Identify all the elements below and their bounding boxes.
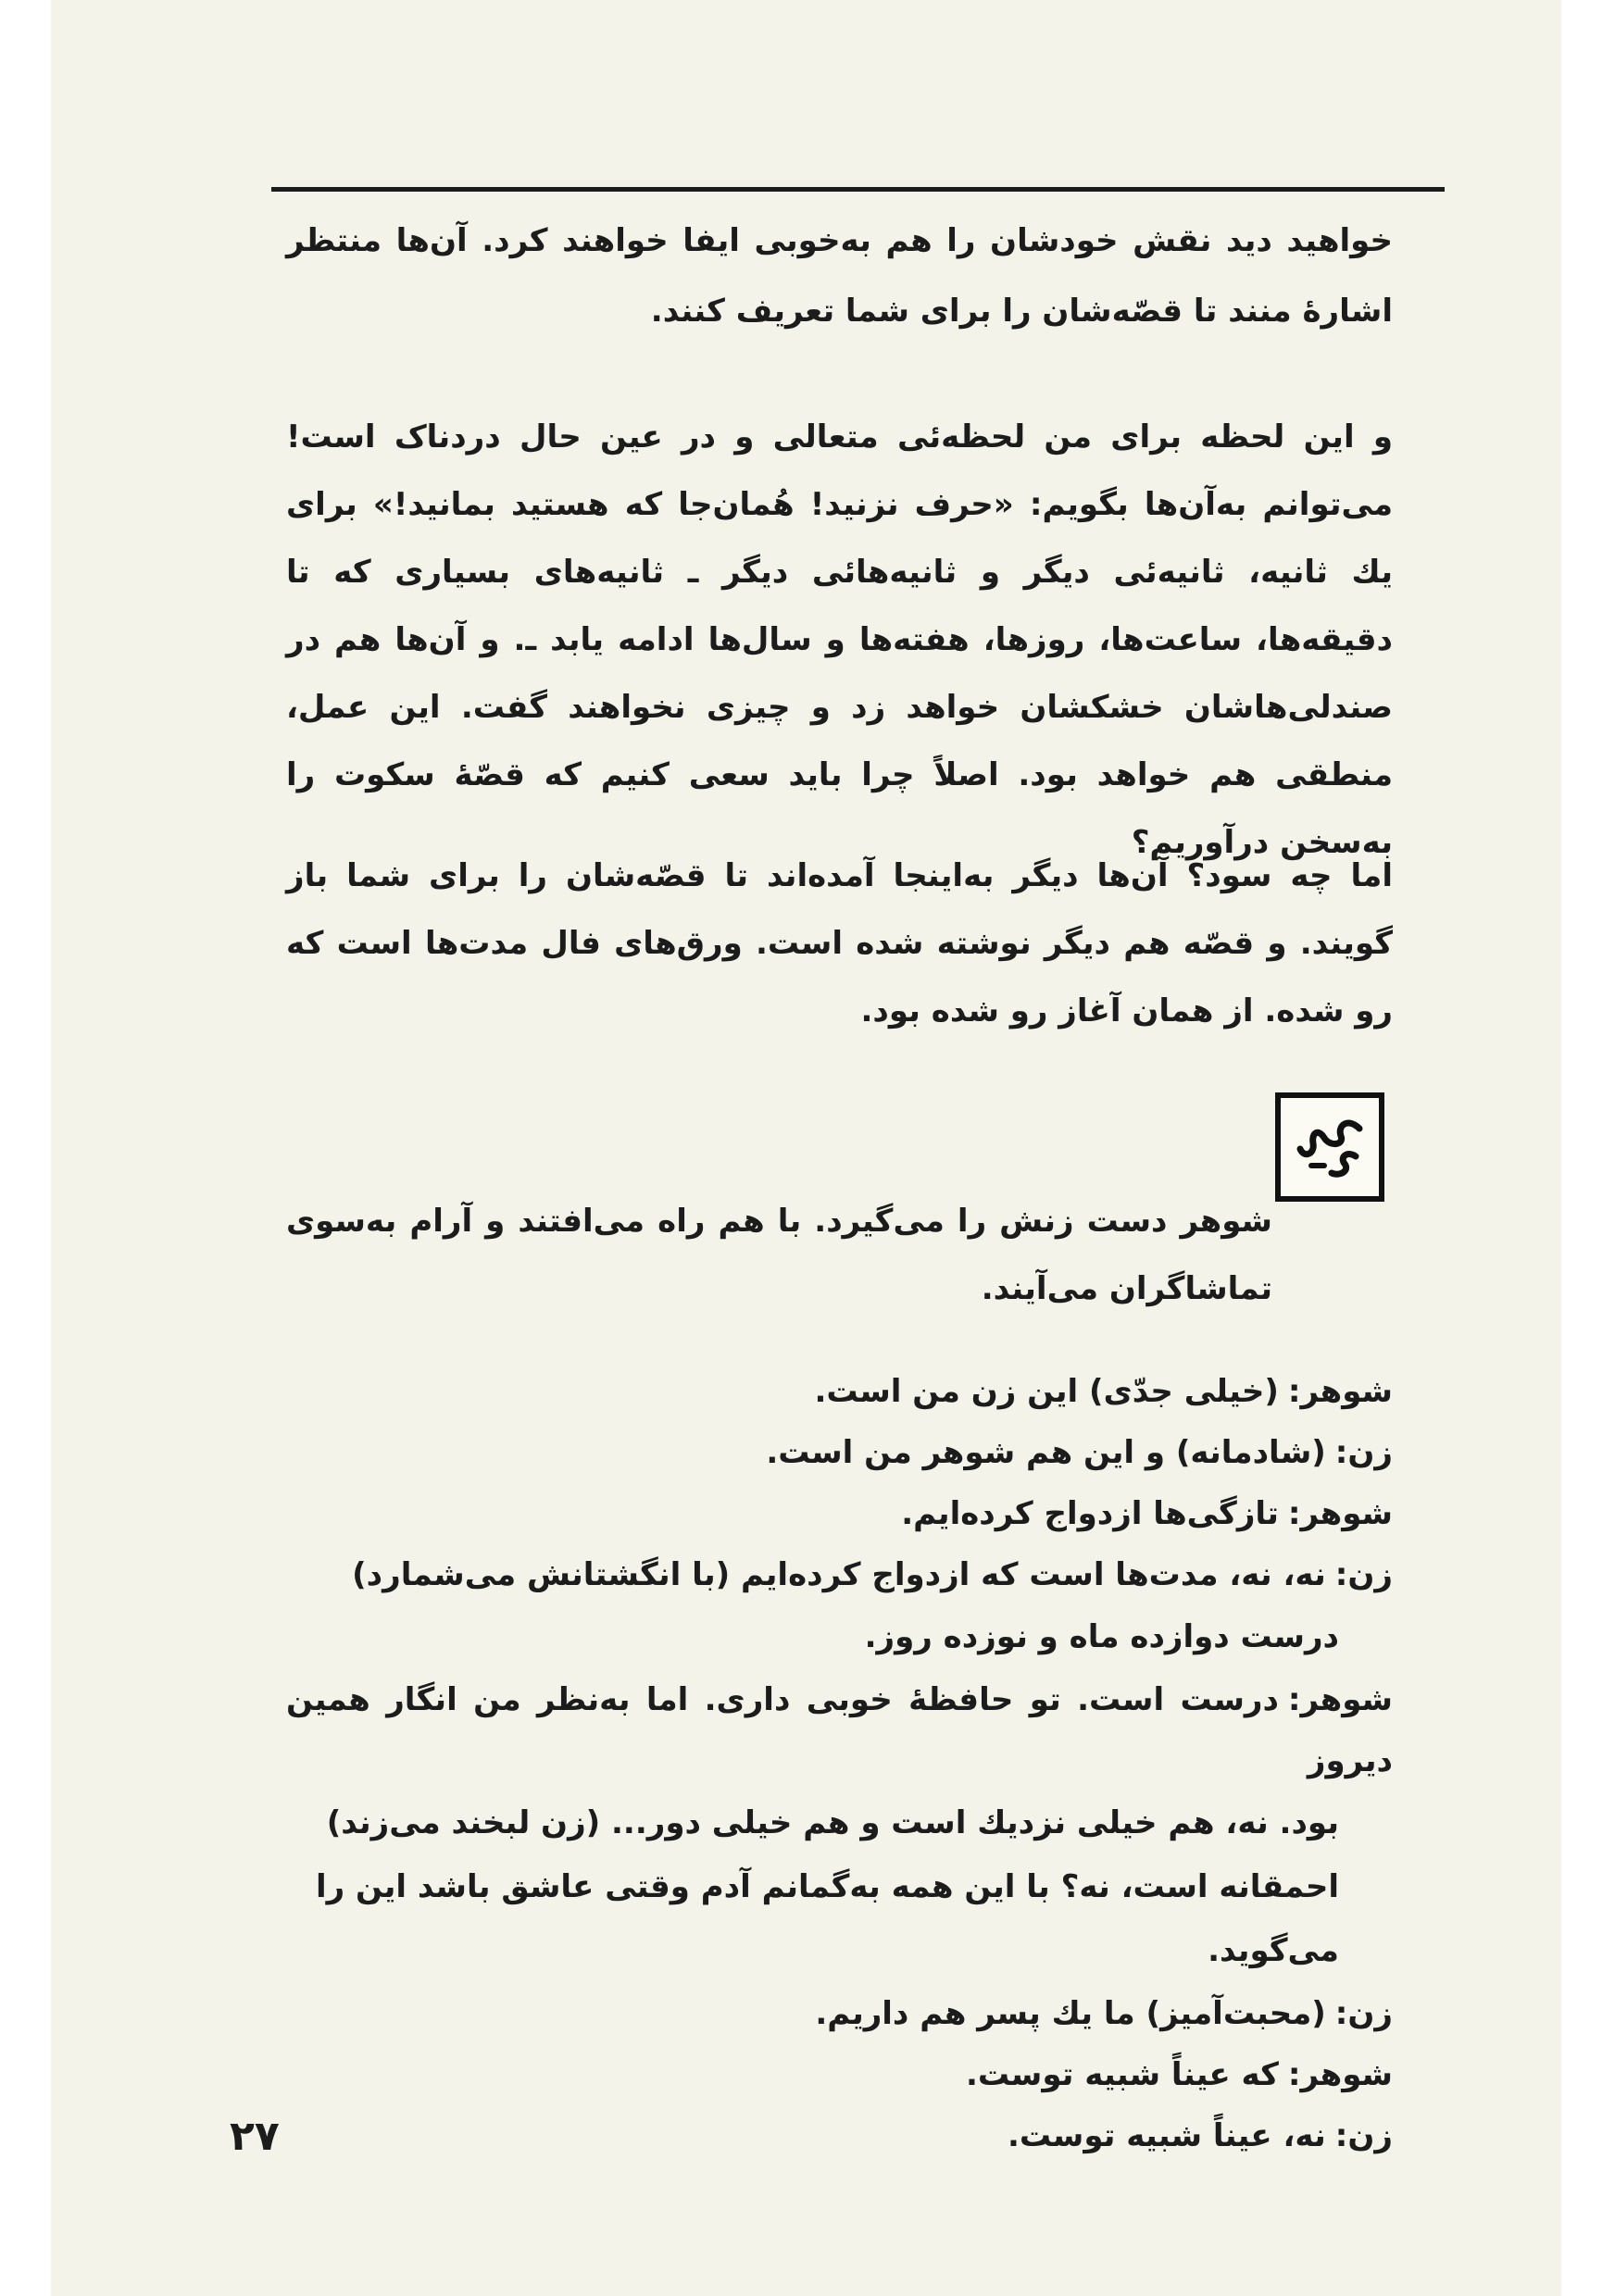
- dialogue-line: [286, 1422, 1393, 1483]
- line-text: که عیناً شبیه توست.: [966, 2056, 1279, 2093]
- line-text: تازگی‌ها ازدواج کرده‌ایم.: [901, 1495, 1279, 1532]
- speaker: زن:: [1334, 1995, 1393, 2032]
- header-rule: [271, 187, 1445, 192]
- dialogue-line: [286, 1483, 1393, 1544]
- speaker: زن:: [1334, 1556, 1393, 1593]
- paragraph-2: و این لحظه برای من لحظه‌ئی متعالی و در عین حال دردناک است! می‌توانم به‌آن‌ها بگویم: «حرف نزنید! هُمان‌جا که هستید بمانید!» برای یك ثانیه، ثانیه‌ئی دیگر و ثانیه‌هائی دیگر ـ ثانیه‌های بسیاری که تا دقیقه‌ها، ساعت‌ها، روزها، هفته‌ها و سال‌ها ادامه یابد ـ. و آن‌ها هم در صندلی‌هاشان خشکشان خواهد زد و چیزی نخواهند گفت. این عمل، منطقی هم خواهد بود. اصلاً چرا باید سعی کنیم که قصّهٔ سکوت را به‌سخن درآوریم؟: [286, 418, 1393, 861]
- speaker: شوهر:: [1287, 1373, 1393, 1410]
- line-text: نه، نه، مدت‌ها است که ازدواج کرده‌ایم (با انگشتانش می‌شمارد): [352, 1556, 1326, 1593]
- dialogue-line: [286, 2044, 1393, 2105]
- dialogue-continuation: [286, 1791, 1393, 1855]
- dialogue-line: [286, 1544, 1393, 1605]
- page-margin: [1561, 0, 1615, 2296]
- speaker: شوهر:: [1287, 1681, 1393, 1718]
- line-text: بود. نه، هم خیلی نزدیك است و هم خیلی دور... (زن لبخند می‌زند): [326, 1804, 1339, 1841]
- scene-badge: [1275, 1092, 1384, 1202]
- dialogue-continuation: [286, 1919, 1393, 1983]
- line-text: احمقانه است، نه؟ با این همه به‌گمانم آدم وقتی عاشق باشد این را: [315, 1868, 1339, 1905]
- line-text: (محبت‌آمیز) ما یك پسر هم داریم.: [815, 1995, 1326, 2032]
- line-text: درست است. تو حافظهٔ خوبی داری. اما به‌نظر من انگار همین دیروز: [286, 1681, 1393, 1779]
- paragraph-3: اما چه سود؟ آن‌ها دیگر به‌اینجا آمده‌اند تا قصّه‌شان را برای شما باز گویند. و قصّه هم دیگر نوشته شده است. ورق‌های فال مدت‌ها است که رو شده. از همان آغاز رو شده بود.: [286, 857, 1393, 1029]
- dialogue-line: [286, 1983, 1393, 2044]
- line-text: می‌گوید.: [1208, 1932, 1339, 1969]
- speaker: شوهر:: [1287, 1495, 1393, 1532]
- dialogue-line: [286, 1669, 1393, 1791]
- scene-handwritten-icon: [1283, 1101, 1376, 1193]
- dialogue: [286, 1361, 1393, 2166]
- line-text: درست دوازده ماه و نوزده روز.: [864, 1618, 1339, 1655]
- speaker: شوهر:: [1287, 2056, 1393, 2093]
- speaker: زن:: [1334, 1434, 1393, 1471]
- page-number: ۲۷: [230, 2113, 280, 2160]
- dialogue-continuation: [286, 1855, 1393, 1919]
- paragraph-1: خواهید دید نقش خودشان را هم به‌خوبی ایفا خواهند کرد. آن‌ها منتظر اشارهٔ منند تا قصّه‌شان را برای شما تعریف کنند.: [286, 222, 1393, 330]
- speaker: زن:: [1334, 2117, 1393, 2154]
- line-text: (خیلی جدّی) این زن من است.: [814, 1373, 1279, 1410]
- stage-direction: شوهر دست زنش را می‌گیرد. با هم راه می‌افتند و آرام به‌سوی تماشاگران می‌آیند.: [286, 1203, 1272, 1307]
- line-text: نه، عیناً شبیه توست.: [1007, 2117, 1326, 2154]
- dialogue-continuation: [286, 1605, 1393, 1669]
- dialogue-line: [286, 2105, 1393, 2166]
- line-text: (شادمانه) و این هم شوهر من است.: [766, 1434, 1326, 1471]
- dialogue-line: [286, 1361, 1393, 1422]
